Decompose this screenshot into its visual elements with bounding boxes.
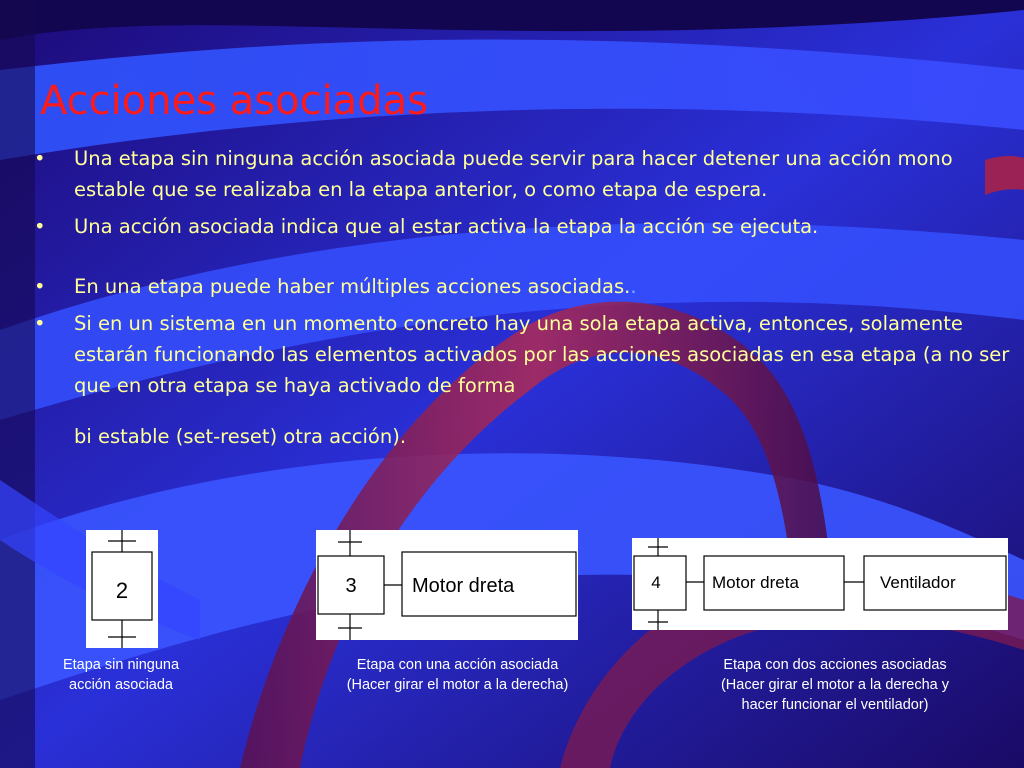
caption-line: hacer funcionar el ventilador) [741, 697, 929, 713]
step-number: 3 [345, 575, 357, 597]
caption-step-one-action [310, 655, 605, 695]
bullet-text: En una etapa puede haber múltiples acciones asociadas. [74, 275, 631, 298]
bullet-text: Si en un sistema en un momento concreto hay una sola etapa activa, entonces, solamente estarán funcionando las elementos activados por las acciones asociadas en esa etapa (a no ser que en otra etapa se haya activado de forma [74, 312, 1010, 397]
caption-line: Etapa con una acción asociada [356, 657, 559, 673]
bullet-item [30, 211, 1015, 242]
grafcet-step-two-actions [632, 538, 1008, 630]
bullet-item [30, 143, 1015, 205]
caption-line: (Hacer girar el motor a la derecha y [720, 677, 950, 693]
action-label: Ventilador [880, 573, 956, 592]
step-number: 2 [115, 578, 129, 603]
bullet-text: Una etapa sin ninguna acción asociada puede servir para hacer detener una acción mono estable que se realizaba en la etapa anterior, o como etapa de espera. [74, 147, 953, 201]
trailing-dot: . [630, 275, 637, 298]
bullet-item [30, 271, 1015, 302]
caption-line: Etapa sin ninguna [62, 657, 180, 673]
grafcet-step-one-action [316, 530, 578, 640]
bullet-item [30, 308, 1015, 452]
caption-step-two-actions [680, 655, 990, 715]
caption-line: Etapa con dos acciones asociadas [723, 657, 947, 673]
grafcet-step-no-action [86, 530, 158, 648]
action-label: Motor dreta [412, 575, 515, 597]
bullet-text: Una acción asociada indica que al estar activa la etapa la acción se ejecuta. [74, 215, 819, 238]
slide-title: Acciones asociadas [40, 78, 428, 124]
bullet-text-continued: bi estable (set-reset) otra acción). [74, 425, 407, 448]
step-number: 4 [651, 573, 661, 592]
bullet-list [30, 143, 1015, 452]
caption-line: (Hacer girar el motor a la derecha) [346, 677, 569, 693]
caption-line: acción asociada [69, 677, 173, 693]
action-label: Motor dreta [712, 573, 799, 592]
caption-step-no-action [36, 655, 206, 695]
